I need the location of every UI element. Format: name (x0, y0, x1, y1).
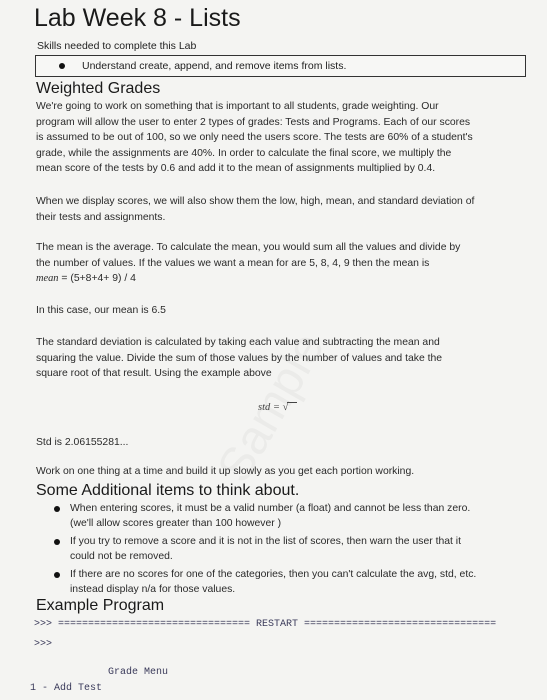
text-line: their tests and assignments. (36, 211, 166, 223)
text-line: mean score of the tests by 0.6 and add it to the mean of assignments multiplied by 0.4. (36, 163, 436, 174)
heading-additional-items: Some Additional items to think about. (36, 482, 300, 499)
text-line: grade, while the assignments are 40%. In order to calculate the final score, we multiply the (36, 147, 452, 159)
std-formula-text: std = √ (258, 402, 289, 413)
text-line: the number of values. If the values we want a mean for are 5, 8, 4, 9 then the mean is (36, 257, 430, 269)
additional-items-list (52, 501, 542, 600)
heading-example-program: Example Program (36, 597, 165, 614)
mean-result: In this case, our mean is 6.5 (36, 305, 166, 316)
text-line: is assumed to be out of 100, so we only need the users score. The tests are 60% of a student's (36, 132, 473, 143)
bullet-icon (54, 539, 60, 545)
text-line: square root of that result. Using the example above (36, 368, 272, 379)
text-line: squaring the value. Divide the sum of those values by the number of values and take the (36, 352, 443, 364)
text-line: When we display scores, we will also show them the low, high, mean, and standard deviation of (36, 196, 475, 207)
mean-label: mean (36, 273, 59, 284)
closing-text: Work on one thing at a time and build it up slowly as you get each portion working. (36, 466, 415, 477)
heading-weighted-grades: Weighted Grades (36, 80, 161, 97)
std-formula (258, 402, 297, 413)
std-result: Std is 2.06155281... (36, 437, 129, 448)
menu-item-add-test: 1 - Add Test (30, 683, 103, 694)
restart-line: >>> ================================ RESTART ================================ (34, 619, 497, 630)
paragraph-intro (36, 99, 526, 177)
bullet-icon (54, 572, 60, 578)
skills-label: Skills needed to complete this Lab (37, 40, 197, 52)
skills-item: Understand create, append, and remove items from lists. (82, 60, 347, 72)
mean-formula (36, 273, 136, 284)
list-item: If there are no scores for one of the categories, then you can't calculate the avg, std, etc. instead display n/a for those values. (52, 567, 542, 597)
sqrt-bar (287, 402, 297, 403)
text-line: We're going to work on something that is important to all students, grade weighting. Our (36, 101, 439, 112)
text-line: The mean is the average. To calculate the mean, you would sum all the values and divide by (36, 242, 461, 253)
bullet-icon (59, 63, 65, 69)
text-line: program will allow the user to enter 2 types of grades: Tests and Programs. Each of our scores (36, 116, 471, 128)
page-title: Lab Week 8 - Lists (34, 4, 241, 32)
mean-expression: = (5+8+4+ 9) / 4 (58, 273, 136, 284)
paragraph-display (36, 194, 526, 225)
paragraph-std (36, 335, 526, 382)
list-item: If you try to remove a score and it is not in the list of scores, then warn the user that it could not be removed. (52, 534, 542, 564)
skills-box (35, 55, 526, 77)
paragraph-mean (36, 240, 526, 271)
bullet-icon (54, 506, 60, 512)
shell-prompt: >>> (34, 639, 53, 650)
menu-title: Grade Menu (108, 667, 169, 678)
text-line: The standard deviation is calculated by taking each value and subtracting the mean and (36, 337, 440, 348)
list-item: When entering scores, it must be a valid number (a float) and cannot be less than zero. (we'll allow scores greater than 100 however ) (52, 501, 542, 531)
